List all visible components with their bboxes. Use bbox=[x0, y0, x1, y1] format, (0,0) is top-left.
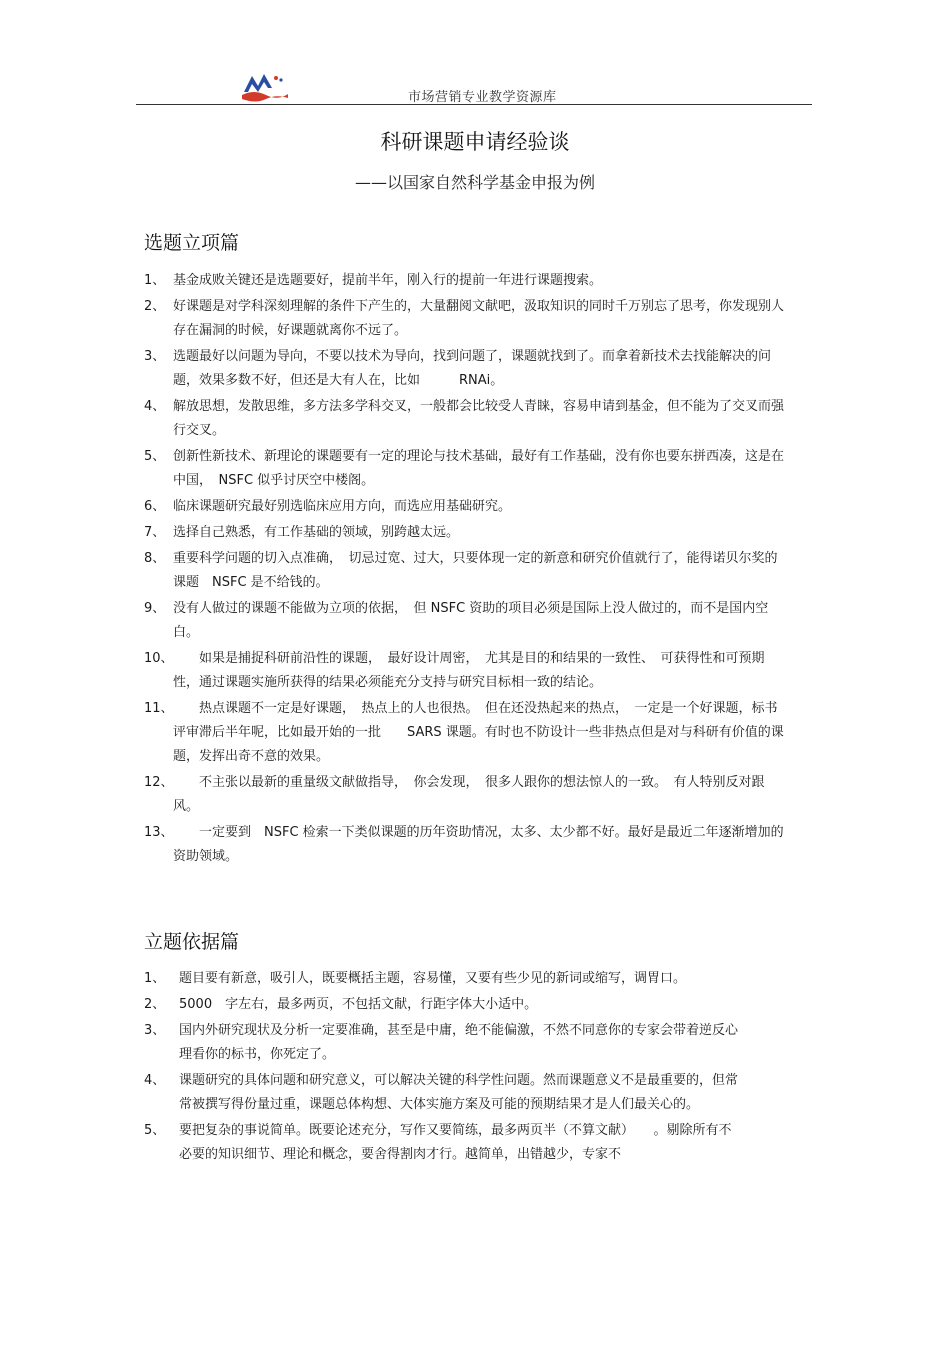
section-heading-basis: 立题依据篇 bbox=[144, 931, 240, 953]
section-heading-topic: 选题立项篇 bbox=[144, 232, 240, 254]
list-item: 2、 5000 字左右，最多两页，不包括文献，行距字体大小适中。 bbox=[144, 997, 538, 1012]
list-item: 2、 好课题是对学科深刻理解的条件下产生的，大量翻阅文献吧，汲取知识的同时千万别忘了思考，你发现别人存在漏洞的时候，好课题就离你不远了。 bbox=[144, 299, 785, 338]
topic-list bbox=[144, 269, 784, 871]
list-item: 5、 创新性新技术、新理论的课题要有一定的理论与技术基础，最好有工作基础，没有你也要东拼西凑，这是在中国， NSFC 似乎讨厌空中楼阁。 bbox=[144, 449, 785, 488]
list-item: 4、 课题研究的具体问题和研究意义，可以解决关键的科学性问题。然而课题意义不是最重要的，但常常被撰写得份量过重，课题总体构想、大体实施方案及可能的预期结果才是人们最关心的。 bbox=[144, 1073, 739, 1112]
page-header bbox=[136, 68, 812, 105]
list-item: 13、 一定要到 NSFC 检索一下类似课题的历年资助情况，太多、太少都不好。最好是最近二年逐渐增加的资助领域。 bbox=[144, 825, 784, 864]
list-item: 10、 如果是捕捉科研前沿性的课题， 最好设计周密， 尤其是目的和结果的一致性、 可获得性和可预期性，通过课题实施所获得的结果必须能充分支持与研究目标相一致的结论。 bbox=[144, 651, 765, 690]
list-item: 11、 热点课题不一定是好课题， 热点上的人也很热。 但在还没热起来的热点， 一定是一个好课题，标书评审滞后半年呢，比如最开始的一批 SARS 课题。有时也不防设计一些非热点但是对与科研有价值的课题，发挥出奇不意的效果。 bbox=[144, 701, 784, 764]
list-item: 1、 题目要有新意，吸引人，既要概括主题，容易懂，又要有些少见的新词或缩写，调胃口。 bbox=[144, 971, 687, 986]
list-item: 6、 临床课题研究最好别选临床应用方向，而选应用基础研究。 bbox=[144, 499, 512, 514]
mountain-logo-icon bbox=[240, 70, 290, 102]
list-item: 3、 选题最好以问题为导向，不要以技术为导向，找到问题了，课题就找到了。而拿着新技术去找能解决的问题，效果多数不好，但还是大有人在，比如 RNAi。 bbox=[144, 349, 772, 388]
header-title: 市场营销专业教学资源库 bbox=[408, 90, 557, 105]
list-item: 5、 要把复杂的事说简单。既要论述充分，写作又要简练，最多两页半（不算文献） 。剔除所有不必要的知识细节、理论和概念，要舍得割肉才行。越简单，出错越少，专家不 bbox=[144, 1123, 732, 1162]
document-title: 科研课题申请经验谈 bbox=[380, 130, 570, 154]
list-item: 3、 国内外研究现状及分析一定要准确，甚至是中庸，绝不能偏激，不然不同意你的专家会带着逆反心理看你的标书，你死定了。 bbox=[144, 1023, 739, 1062]
list-item: 12、 不主张以最新的重量级文献做指导， 你会发现， 很多人跟你的想法惊人的一致。 有人特别反对跟风。 bbox=[144, 775, 765, 814]
list-item: 8、 重要科学问题的切入点准确， 切忌过宽、过大，只要体现一定的新意和研究价值就行了，能得诺贝尔奖的课题 NSFC 是不给钱的。 bbox=[144, 551, 778, 590]
document-subtitle: ——以国家自然科学基金申报为例 bbox=[354, 173, 595, 192]
basis-list bbox=[144, 967, 744, 1169]
list-item: 7、 选择自己熟悉，有工作基础的领域，别跨越太远。 bbox=[144, 525, 460, 540]
list-item: 9、 没有人做过的课题不能做为立项的依据， 但 NSFC 资助的项目必须是国际上没人做过的，而不是国内空白。 bbox=[144, 601, 769, 640]
list-item: 4、 解放思想，发散思维，多方法多学科交叉，一般都会比较受人青睐，容易申请到基金，但不能为了交叉而强行交叉。 bbox=[144, 399, 785, 438]
list-item: 1、 基金成败关键还是选题要好，提前半年，刚入行的提前一年进行课题搜索。 bbox=[144, 273, 603, 288]
